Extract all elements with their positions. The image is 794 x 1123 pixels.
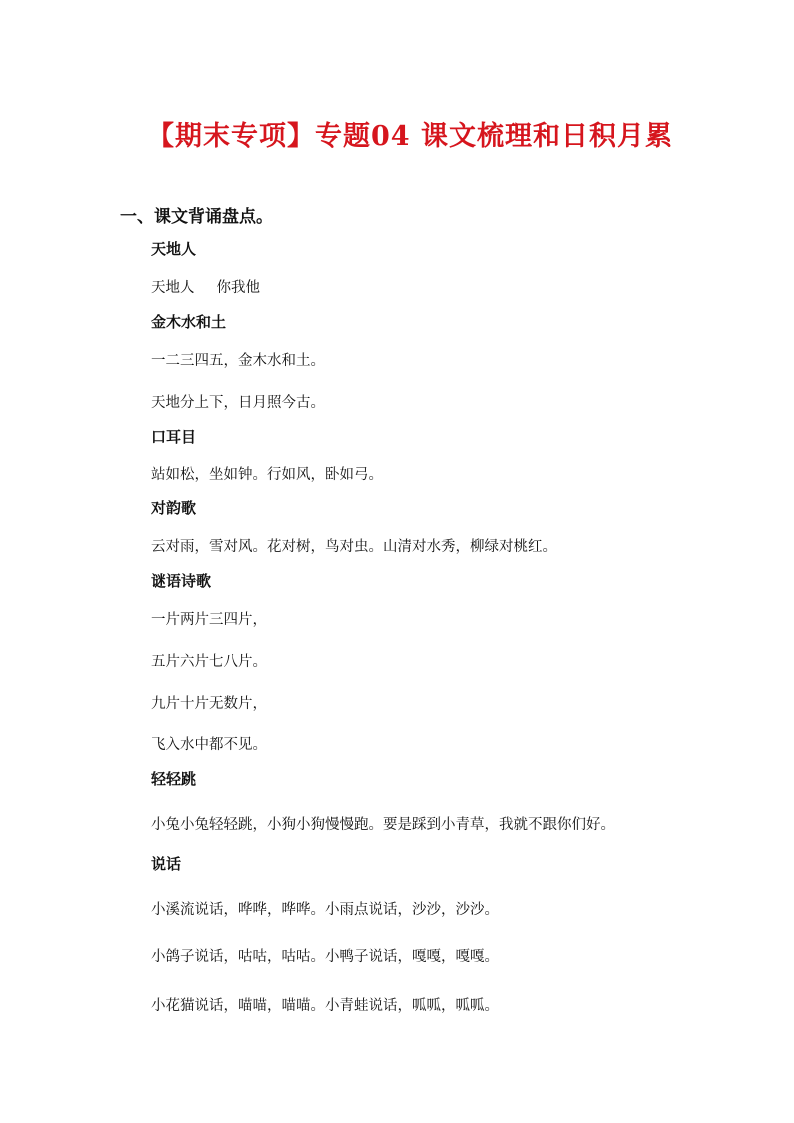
lesson-line: 小兔小兔轻轻跳，小狗小狗慢慢跑。要是踩到小青草，我就不跟你们好。 bbox=[151, 817, 615, 833]
lesson-heading: 金木水和土 bbox=[151, 313, 227, 331]
lesson-heading: 天地人 bbox=[151, 240, 197, 258]
lesson-line: 五片六片七八片。 bbox=[151, 654, 267, 670]
section-heading: 一、课文背诵盘点。 bbox=[120, 207, 273, 227]
document-title: 【期末专项】专题04 课文梳理和日积月累 bbox=[147, 121, 673, 152]
lesson-heading: 说话 bbox=[151, 855, 182, 873]
lesson-heading: 口耳目 bbox=[151, 428, 197, 446]
lesson-line: 小鸽子说话，咕咕，咕咕。小鸭子说话，嘎嘎，嘎嘎。 bbox=[151, 949, 499, 965]
lesson-line: 小溪流说话，哗哗，哗哗。小雨点说话，沙沙，沙沙。 bbox=[151, 902, 499, 918]
lesson-line-part: 天地人 bbox=[151, 280, 195, 296]
lesson-line: 小花猫说话，喵喵，喵喵。小青蛙说话，呱呱，呱呱。 bbox=[151, 998, 499, 1014]
lesson-line: 一片两片三四片， bbox=[151, 612, 267, 628]
lesson-line: 九片十片无数片， bbox=[151, 696, 267, 712]
lesson-line: 云对雨，雪对风。花对树，鸟对虫。山清对水秀，柳绿对桃红。 bbox=[151, 539, 557, 555]
lesson-heading: 谜语诗歌 bbox=[151, 572, 212, 590]
lesson-line: 飞入水中都不见。 bbox=[151, 737, 267, 753]
lesson-line bbox=[151, 276, 260, 297]
lesson-line: 一二三四五，金木水和土。 bbox=[151, 353, 325, 369]
lesson-line-part: 你我他 bbox=[216, 280, 260, 296]
lesson-heading: 轻轻跳 bbox=[151, 770, 197, 788]
lesson-heading: 对韵歌 bbox=[151, 499, 197, 517]
lesson-line: 站如松，坐如钟。行如风，卧如弓。 bbox=[151, 467, 383, 483]
lesson-line: 天地分上下，日月照今古。 bbox=[151, 395, 325, 411]
